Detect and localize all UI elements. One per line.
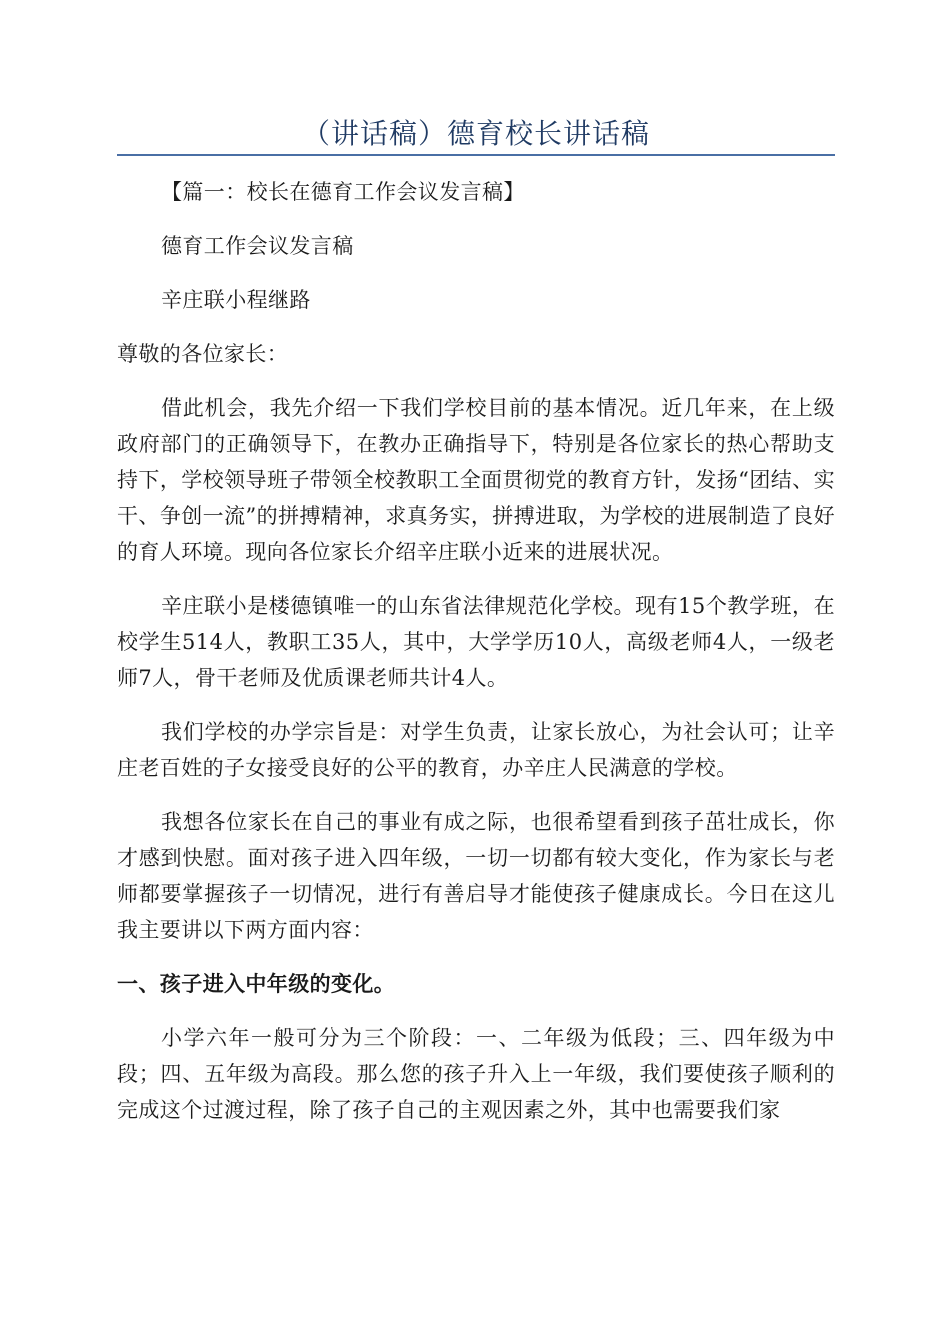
body-paragraph: 我们学校的办学宗旨是：对学生负责，让家长放心，为社会认可；让辛庄老百姓的子女接受良好的公平的教育，办辛庄人民满意的学校。 [117,720,835,780]
body-paragraph: 小学六年一般可分为三个阶段：一、二年级为低段；三、四年级为中段；四、五年级为高段。那么您的孩子升入上一年级，我们要使孩子顺利的完成这个过渡过程，除了孩子自己的主观因素之外，其中也需要我们家 [117,1026,835,1122]
body-paragraph: 我想各位家长在自己的事业有成之际，也很希望看到孩子茁壮成长，你才感到快慰。面对孩子进入四年级，一切一切都有较大变化，作为家长与老师都要掌握孩子一切情况，进行有善启导才能使孩子健康成长。今日在这儿我主要讲以下两方面内容： [117,810,835,942]
speech-title: 德育工作会议发言稿 [161,234,354,258]
salutation: 尊敬的各位家长： [117,342,289,366]
section-subheading: 一、孩子进入中年级的变化。 [117,971,396,996]
document-title: （讲话稿）德育校长讲话稿 [117,112,835,156]
body-paragraph: 借此机会，我先介绍一下我们学校目前的基本情况。近几年来，在上级政府部门的正确领导下，在教办正确指导下，特别是各位家长的热心帮助支持下，学校领导班子带领全校教职工全面贯彻党的教育方针，发扬“团结、实干、争创一流”的拼搏精神，求真务实，拼搏进取，为学校的进展制造了良好的育人环境。现向各位家长介绍辛庄联小近来的进展状况。 [117,396,835,564]
author-line: 辛庄联小程继路 [161,288,311,312]
body-paragraph: 辛庄联小是楼德镇唯一的山东省法律规范化学校。现有15个教学班，在校学生514人，教职工35人，其中，大学学历10人，高级老师4人，一级老师7人，骨干老师及优质课老师共计4人。 [117,594,835,690]
document-page [117,112,835,1128]
section-heading: 【篇一：校长在德育工作会议发言稿】 [161,180,525,204]
